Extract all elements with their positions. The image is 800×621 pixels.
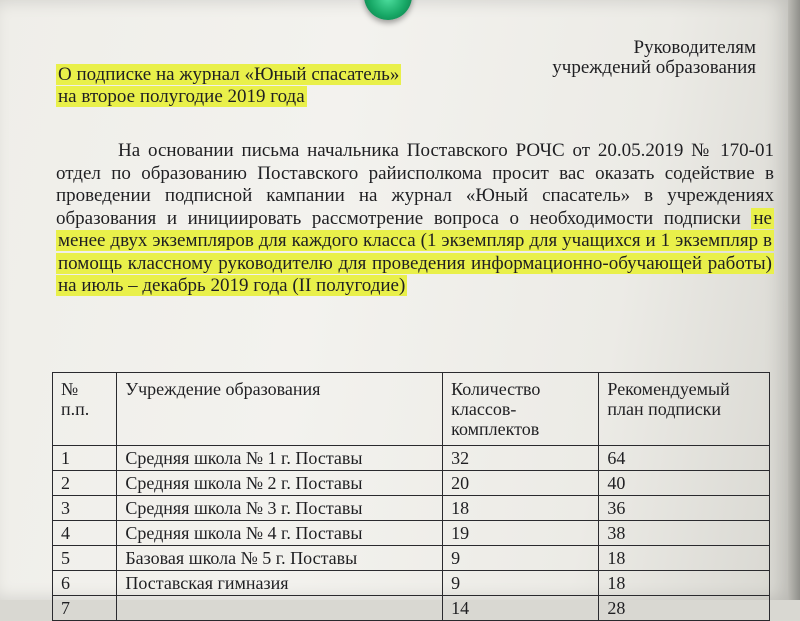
paper-edge <box>788 0 800 600</box>
class-count: 9 <box>443 571 599 596</box>
table-row <box>53 571 770 596</box>
addressee-line: Руководителям <box>633 37 756 58</box>
class-count: 32 <box>443 446 599 471</box>
subject-block <box>56 64 401 108</box>
row-number: 1 <box>53 446 117 471</box>
school-name: Средняя школа № 4 г. Поставы <box>117 521 443 546</box>
subscription-plan: 64 <box>599 446 770 471</box>
subscription-plan: 18 <box>599 571 770 596</box>
school-name: Средняя школа № 1 г. Поставы <box>117 446 443 471</box>
body-text-plain: На основании письма начальника Поставского РОЧС от 20.05.2019 № 170-01 отдел по образованию Поставского райисполкома просит вас оказать содействие в проведении подписной кампании на журнал «Юный спасатель» в учреждениях образования и инициировать рассмотрение вопроса о необходимости подписки <box>56 140 774 229</box>
schools-table <box>52 372 770 621</box>
school-name: Средняя школа № 2 г. Поставы <box>117 471 443 496</box>
row-number: 5 <box>53 546 117 571</box>
school-name <box>117 596 443 621</box>
class-count: 14 <box>443 596 599 621</box>
column-header: Учреждение образования <box>117 373 443 446</box>
addressee-block <box>552 38 756 78</box>
row-number: 4 <box>53 521 117 546</box>
column-header: Количество классов-комплектов <box>443 373 599 446</box>
school-name: Поставская гимназия <box>117 571 443 596</box>
table-row <box>53 471 770 496</box>
subject-line: на второе полугодие 2019 года <box>58 86 305 107</box>
subscription-plan: 40 <box>599 471 770 496</box>
table-row <box>53 546 770 571</box>
subscription-plan: 36 <box>599 496 770 521</box>
body-paragraph <box>56 140 774 298</box>
class-count: 20 <box>443 471 599 496</box>
row-number: 7 <box>53 596 117 621</box>
subscription-plan: 28 <box>599 596 770 621</box>
class-count: 18 <box>443 496 599 521</box>
table-row <box>53 496 770 521</box>
push-pin <box>364 0 412 20</box>
body-text-highlighted: не менее двух экземпляров для каждого класса (1 экземпляр для учащихся и 1 экземпляр в помощь классному руководителю для проведения информационно-обучающей работы) на июль – декабрь 2019 года (II полугодие) <box>58 207 772 296</box>
class-count: 9 <box>443 546 599 571</box>
table-row <box>53 596 770 621</box>
row-number: 6 <box>53 571 117 596</box>
addressee-line: учреждений образования <box>552 57 756 78</box>
table-header-row <box>53 373 770 446</box>
subscription-plan: 38 <box>599 521 770 546</box>
column-header: Рекомендуемый план подписки <box>599 373 770 446</box>
row-number: 2 <box>53 471 117 496</box>
subscription-plan: 18 <box>599 546 770 571</box>
subject-line: О подписке на журнал «Юный спасатель» <box>58 64 400 85</box>
school-name: Средняя школа № 3 г. Поставы <box>117 496 443 521</box>
table-row <box>53 521 770 546</box>
row-number: 3 <box>53 496 117 521</box>
class-count: 19 <box>443 521 599 546</box>
table-row <box>53 446 770 471</box>
school-name: Базовая школа № 5 г. Поставы <box>117 546 443 571</box>
column-header: № п.п. <box>53 373 117 446</box>
